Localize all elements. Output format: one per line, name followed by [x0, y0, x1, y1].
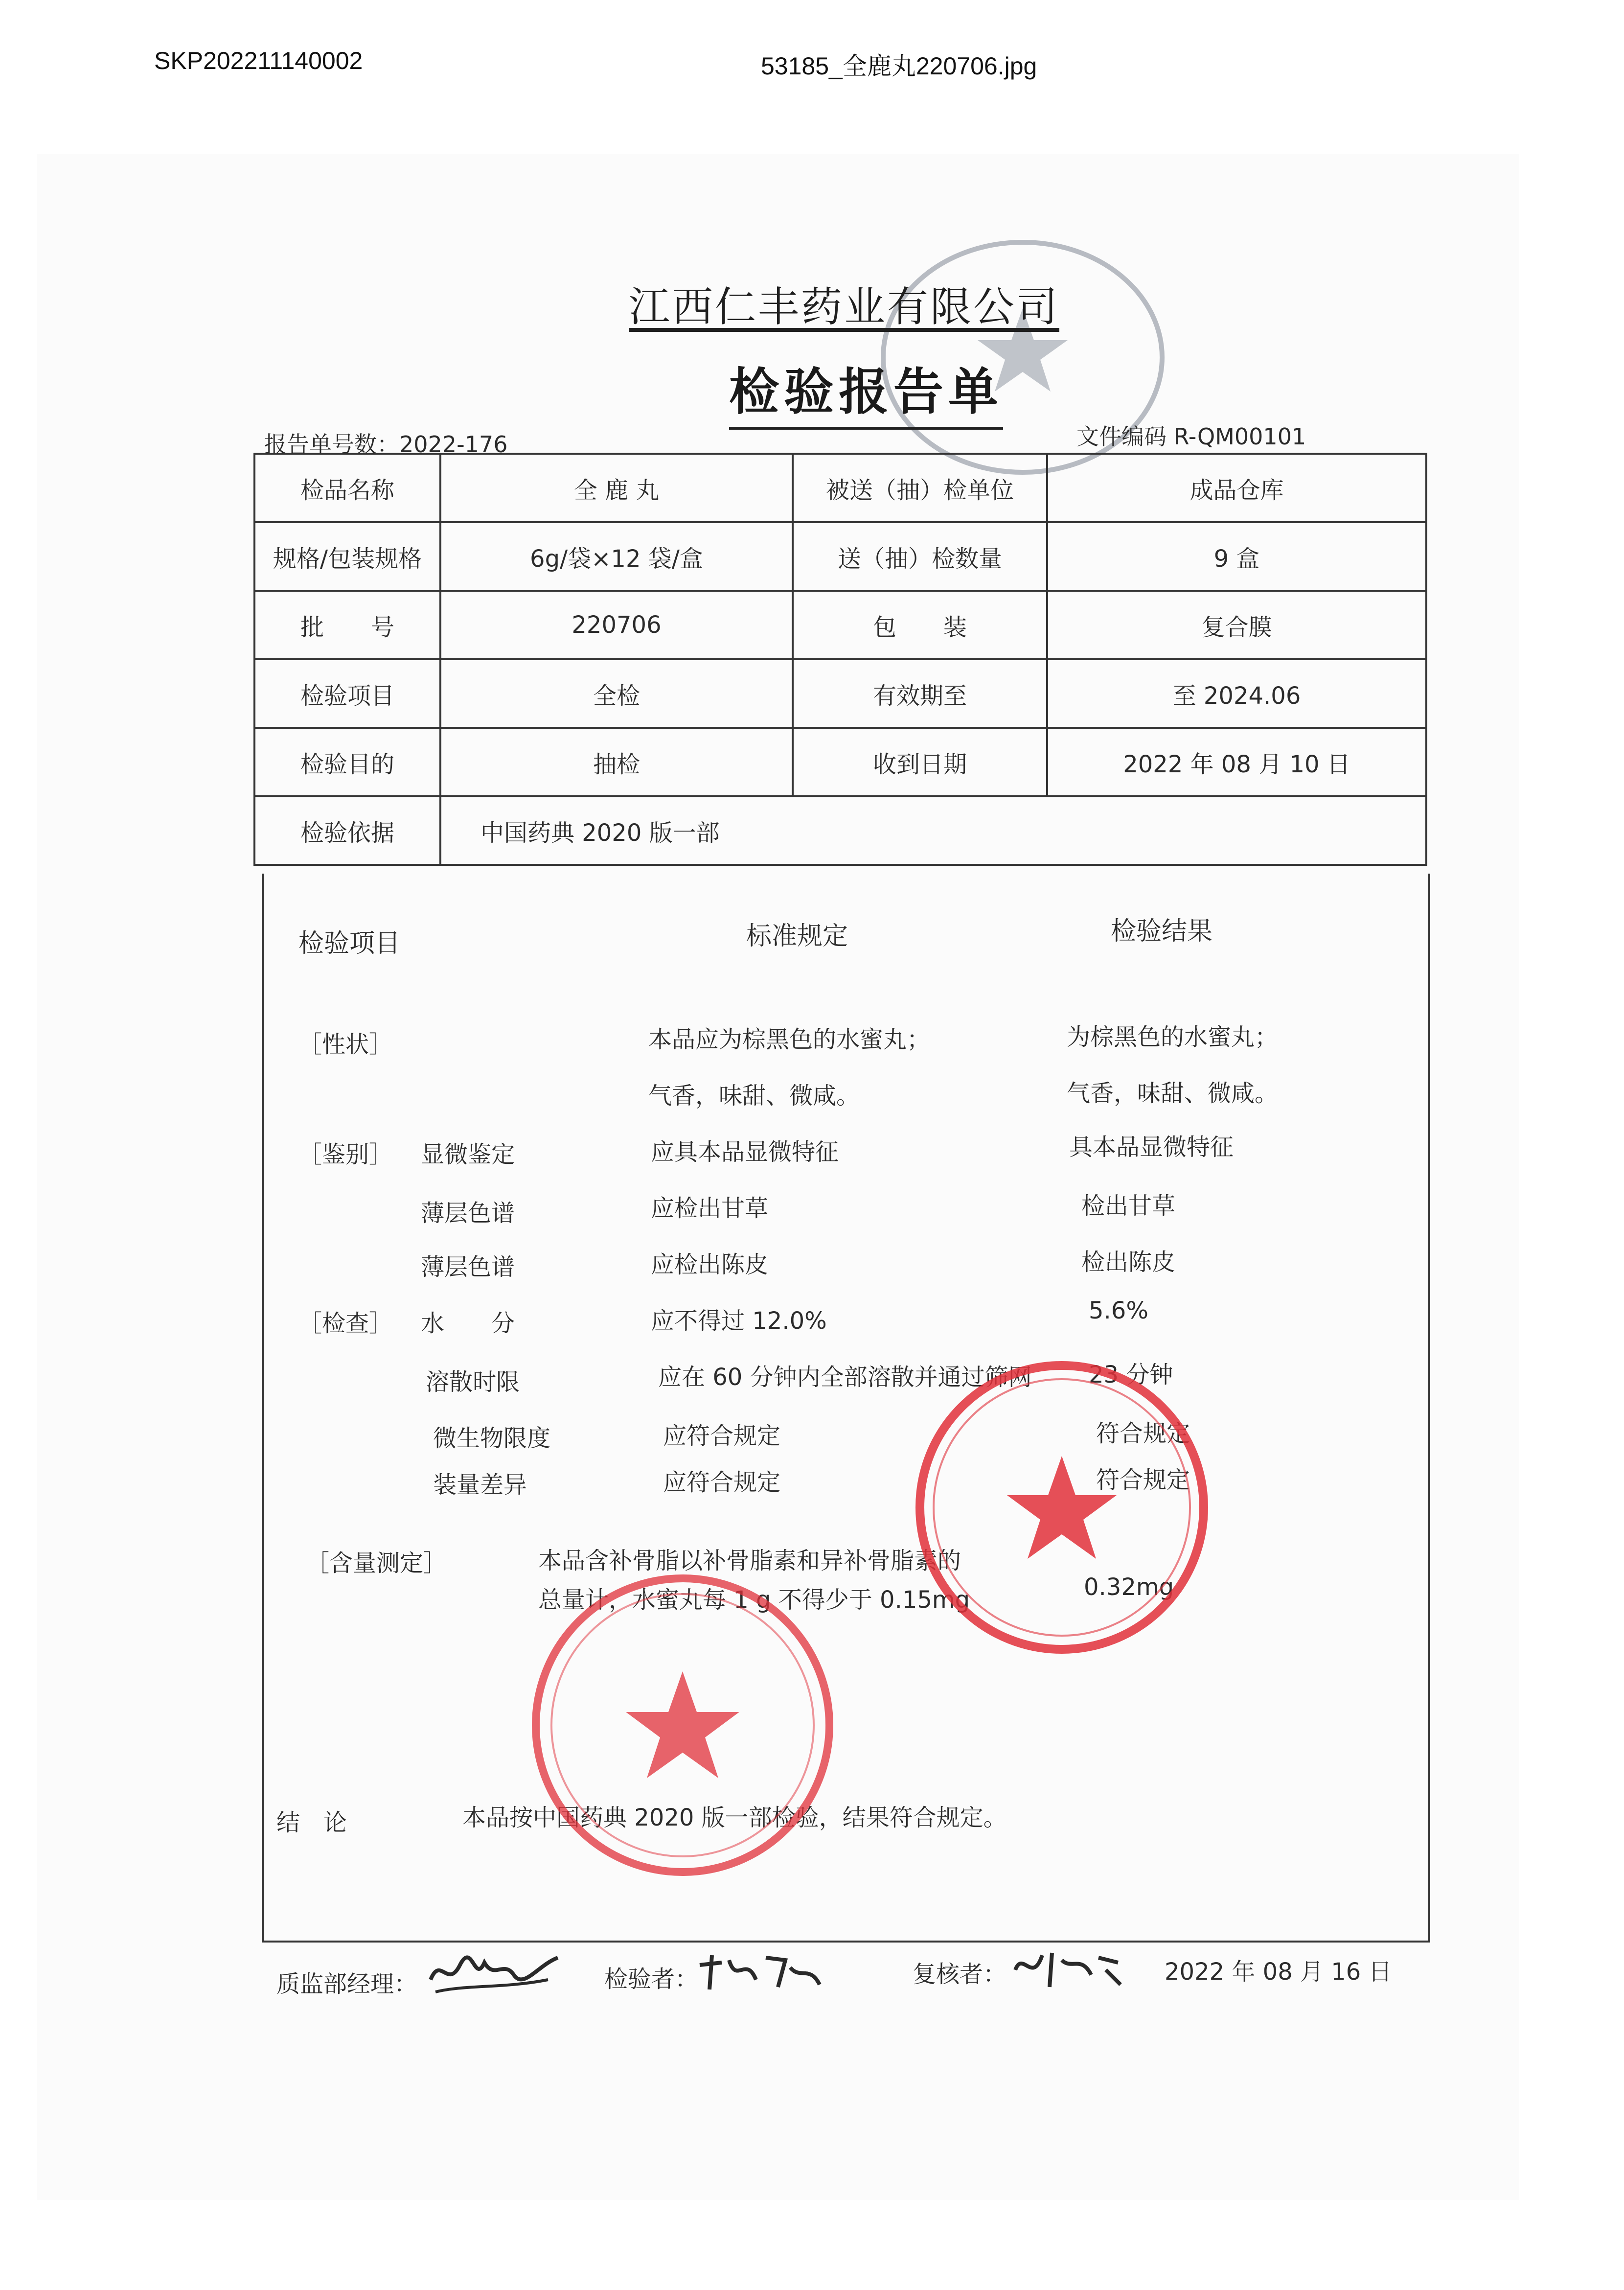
- inspection-result-1: 5.6%: [1089, 1297, 1148, 1324]
- results-header-result: 检验结果: [1111, 917, 1213, 946]
- report-number: 报告单号数：2022-176: [264, 431, 508, 458]
- assay-standard-2: 总量计，水蜜丸每 1 g 不得少于 0.15mg: [538, 1586, 970, 1614]
- value-received-date: 2022 年 08 月 10 日: [1047, 728, 1426, 796]
- footer-inspector-label: 检验者：: [604, 1966, 699, 1993]
- section-inspection: ［检查］: [298, 1310, 393, 1337]
- report-title: 检验报告单: [729, 352, 1003, 430]
- section-identification: ［鉴别］: [298, 1141, 393, 1168]
- value-sample-qty: 9 盒: [1047, 522, 1426, 591]
- inspection-standard-2: 应在 60 分钟内全部溶散并通过筛网: [658, 1364, 1032, 1391]
- label-received-date: 收到日期: [793, 728, 1047, 796]
- identification-result-3: 检出陈皮: [1081, 1249, 1176, 1276]
- value-submit-unit: 成品仓库: [1047, 454, 1426, 522]
- label-spec: 规格/包装规格: [254, 522, 440, 591]
- inspection-result-3: 符合规定: [1096, 1420, 1190, 1447]
- identification-result-1: 具本品显微特征: [1069, 1133, 1234, 1161]
- section-assay: ［含量测定］: [306, 1550, 447, 1577]
- results-header-standard: 标准规定: [746, 922, 848, 951]
- footer-manager-label: 质监部经理：: [276, 1970, 418, 1998]
- assay-result: 0.32mg: [1084, 1573, 1174, 1601]
- inspection-item-2: 溶散时限: [426, 1368, 520, 1396]
- value-expiry: 至 2024.06: [1047, 659, 1426, 728]
- manager-signature: [426, 1945, 563, 1999]
- label-sample-qty: 送（抽）检数量: [793, 522, 1047, 591]
- inspection-result-2: 23 分钟: [1089, 1361, 1173, 1388]
- info-row-spec: [254, 522, 1426, 591]
- conclusion-text: 本品按中国药典 2020 版一部检验，结果符合规定。: [462, 1804, 1007, 1831]
- results-header-item: 检验项目: [298, 929, 401, 958]
- value-basis: 中国药典 2020 版一部: [440, 796, 1426, 865]
- info-row-name: [254, 454, 1426, 522]
- value-test-items: 全检: [440, 659, 793, 728]
- label-test-items: 检验项目: [254, 659, 440, 728]
- footer-reviewer-label: 复核者：: [913, 1961, 1007, 1988]
- value-spec: 6g/袋×12 袋/盒: [440, 522, 793, 591]
- assay-standard-1: 本品含补骨脂以补骨脂素和异补骨脂素的: [538, 1547, 961, 1574]
- inspection-item-4: 装量差异: [433, 1471, 527, 1499]
- info-row-basis: [254, 796, 1426, 865]
- info-table: [253, 453, 1427, 866]
- header-left-code: SKP202211140002: [154, 47, 363, 74]
- label-submit-unit: 被送（抽）检单位: [793, 454, 1047, 522]
- identification-standard-1: 应具本品显微特征: [651, 1138, 839, 1166]
- identification-result-2: 检出甘草: [1081, 1192, 1176, 1220]
- label-test-purpose: 检验目的: [254, 728, 440, 796]
- conclusion-label: 结 论: [276, 1809, 347, 1836]
- value-packaging: 复合膜: [1047, 591, 1426, 659]
- info-row-purpose: [254, 728, 1426, 796]
- appearance-result-2: 气香，味甜、微咸。: [1067, 1080, 1279, 1107]
- appearance-standard-1: 本品应为棕黑色的水蜜丸；: [648, 1026, 931, 1053]
- info-row-items: [254, 659, 1426, 728]
- footer-date: 2022 年 08 月 16 日: [1165, 1958, 1392, 1986]
- appearance-result-1: 为棕黑色的水蜜丸；: [1067, 1023, 1279, 1051]
- identification-standard-3: 应检出陈皮: [651, 1251, 769, 1278]
- inspector-signature: [692, 1945, 824, 1999]
- inspection-item-1: 水 分: [421, 1310, 515, 1337]
- value-product-name: 全 鹿 丸: [440, 454, 793, 522]
- appearance-standard-2: 气香，味甜、微咸。: [648, 1082, 860, 1110]
- label-product-name: 检品名称: [254, 454, 440, 522]
- label-batch: 批 号: [254, 591, 440, 659]
- label-packaging: 包 装: [793, 591, 1047, 659]
- reviewer-signature: [1008, 1941, 1125, 1994]
- inspection-standard-4: 应符合规定: [663, 1469, 781, 1496]
- inspection-standard-1: 应不得过 12.0%: [651, 1307, 827, 1335]
- identification-item-2: 薄层色谱: [421, 1200, 515, 1227]
- file-code: 文件编码 R-QM00101: [1076, 423, 1306, 450]
- inspection-item-3: 微生物限度: [433, 1425, 551, 1452]
- section-appearance: ［性状］: [298, 1031, 393, 1058]
- info-row-batch: [254, 591, 1426, 659]
- identification-standard-2: 应检出甘草: [651, 1195, 769, 1222]
- header-filename: 53185_全鹿丸220706.jpg: [761, 52, 1037, 80]
- label-expiry: 有效期至: [793, 659, 1047, 728]
- identification-item-1: 显微鉴定: [421, 1141, 515, 1168]
- value-test-purpose: 抽检: [440, 728, 793, 796]
- quality-dept-stamp-red-right: [910, 1356, 1213, 1659]
- quality-dept-stamp-red-center: [526, 1569, 839, 1882]
- company-name: 江西仁丰药业有限公司: [629, 283, 1060, 331]
- value-batch: 220706: [440, 591, 793, 659]
- inspection-standard-3: 应符合规定: [663, 1422, 781, 1450]
- identification-item-3: 薄层色谱: [421, 1253, 515, 1281]
- label-basis: 检验依据: [254, 796, 440, 865]
- inspection-result-4: 符合规定: [1096, 1466, 1190, 1494]
